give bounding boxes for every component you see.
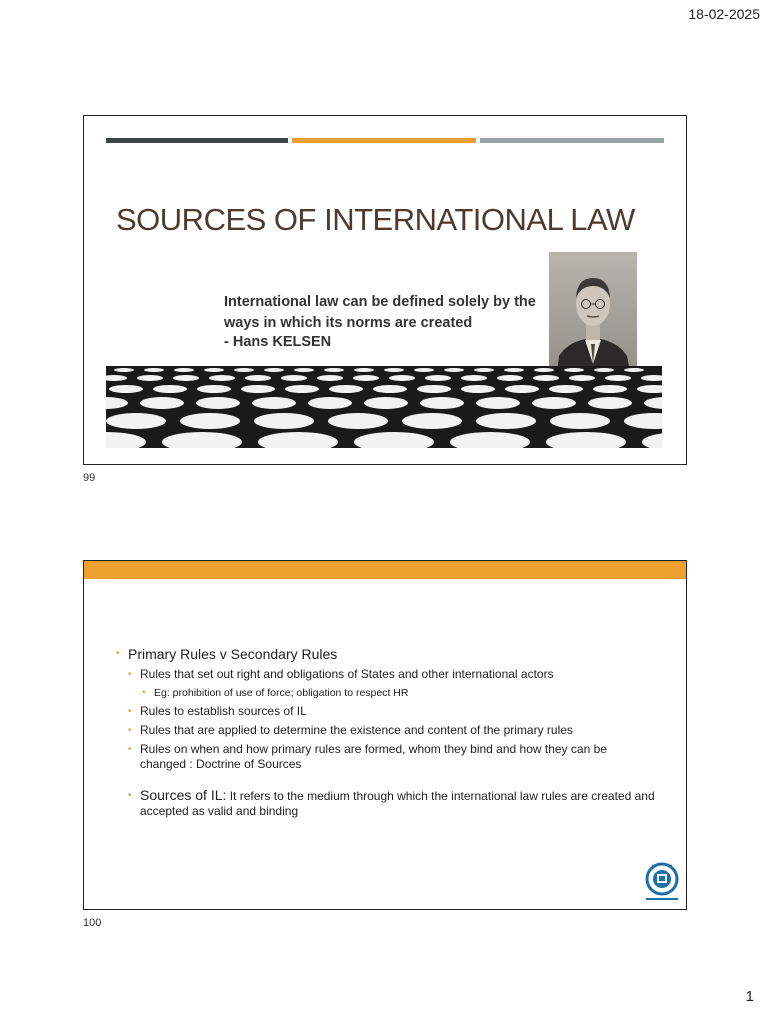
university-logo <box>642 861 682 905</box>
slide-title: SOURCES OF INTERNATIONAL LAW <box>116 202 635 237</box>
discs-pattern-image <box>106 366 662 448</box>
sources-definition: It refers to the medium through which the international law rules are created and accepted as valid and binding <box>140 789 655 818</box>
slide-number: 100 <box>83 917 102 929</box>
list-item <box>116 686 656 700</box>
bullet-icon: • <box>116 648 120 659</box>
bullet-icon: • <box>142 687 146 698</box>
bullet-text: Rules that set out right and obligations of States and other international actors <box>140 667 554 681</box>
bullet-text: Rules on when and how primary rules are formed, whom they bind and how they can be changed : Doctrine of Sources <box>140 742 607 771</box>
bullet-icon: • <box>128 706 132 717</box>
page-date: 18-02-2025 <box>688 6 760 22</box>
list-item <box>116 742 656 772</box>
kelsen-quote: International law can be defined solely by the ways in which its norms are created <box>224 294 536 331</box>
list-item <box>116 645 656 663</box>
slide-primary-secondary-rules <box>83 560 687 910</box>
bullet-text: Rules that are applied to determine the existence and content of the primary rules <box>140 723 573 737</box>
slide-sources-title <box>83 115 687 465</box>
accent-bar-gray <box>480 138 664 143</box>
bullet-icon: • <box>128 725 132 736</box>
bullet-icon: • <box>128 790 132 801</box>
list-item <box>116 704 656 719</box>
bullet-list <box>116 645 656 823</box>
list-item-sources <box>116 788 656 819</box>
quote-author: - Hans KELSEN <box>224 334 332 350</box>
bullet-text: Rules to establish sources of IL <box>140 704 307 718</box>
slide-number: 99 <box>83 472 96 484</box>
list-item <box>116 667 656 682</box>
list-item <box>116 723 656 738</box>
sources-label: Sources of IL: <box>140 787 227 803</box>
page-number: 1 <box>745 988 754 1005</box>
bullet-text: Primary Rules v Secondary Rules <box>128 646 338 662</box>
bullet-text: Eg: prohibition of use of force; obligation to respect HR <box>154 687 409 699</box>
orange-header-band <box>84 561 686 579</box>
bullet-icon: • <box>128 669 132 680</box>
accent-bar-dark <box>106 138 288 143</box>
accent-bar-orange <box>292 138 476 143</box>
bullet-icon: • <box>128 744 132 755</box>
